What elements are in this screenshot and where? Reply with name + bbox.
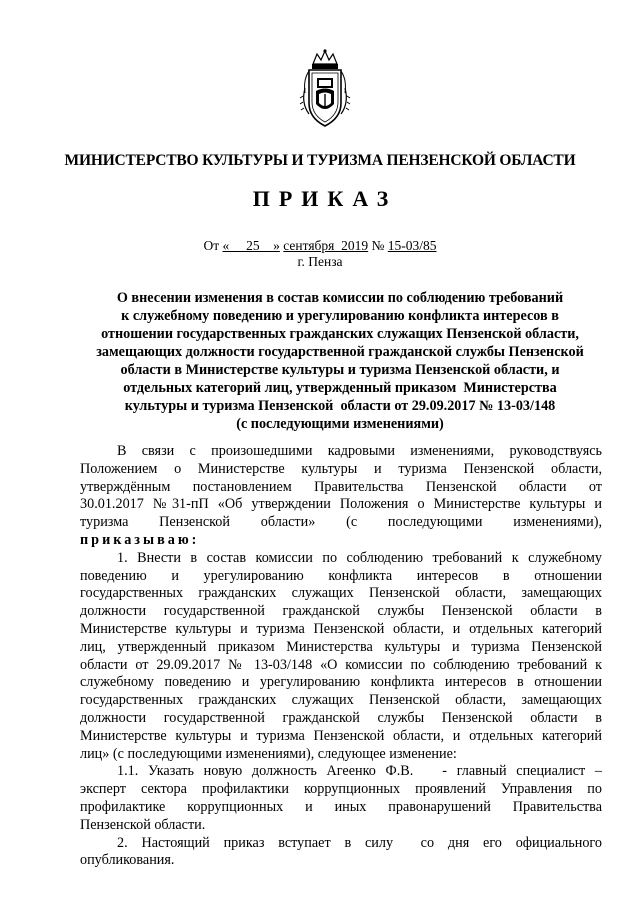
item-1-line: лиц, утвержденный приказом Министерства культуры и туризма Пензенской [80,638,602,655]
item-2-line: 2. Настоящий приказ вступает в силу со дня его официального [117,834,602,851]
order-subject [60,289,620,433]
body-line: 30.01.2017 №31-пП «Об утверждении Положения о Министерстве культуры и [80,496,602,513]
subject-line: культуры и туризма Пензенской области от 29.09.2017 № 13-03/148 [124,398,556,414]
item-1-line: Министерстве культуры и туризма Пензенской области, и отдельных категорий [80,620,602,637]
item-1-line: должности государственной гражданской службы Пензенской области в [80,709,602,726]
item-1-line: должности государственной гражданской службы Пензенской области в [80,603,602,620]
body-line: туризма Пензенской области» (с последующими изменениями), [80,514,602,531]
item-1-1-line: 1.1. Указать новую должность Агеенко Ф.В. - главный специалист – [117,763,602,780]
number-sign: № [371,238,385,253]
order-verb: приказываю: [80,531,200,548]
subject-line: к служебному поведению и урегулированию конфликта интересов в [121,308,559,324]
date-day: « 25 » [222,238,280,253]
item-1-1-line: профилактике коррупционных и иных правонарушений Правительства [80,798,602,815]
item-2-line: опубликования. [80,852,175,869]
city: г. Пенза [297,254,343,269]
subject-line: О внесении изменения в состав комиссии по соблюдению требований [116,290,564,306]
item-1-1-line: эксперт сектора профилактики коррупционных проявлений Управления по [80,781,602,798]
subject-line: замещающих должности государственной гражданской службы Пензенской [96,344,584,360]
subject-line: области в Министерстве культуры и туризма Пензенской области, и [120,362,560,378]
order-body [80,443,602,870]
body-line: В связи с произошедшими кадровыми изменениями, руководствуясь [117,443,602,459]
item-1-line: поведению и урегулированию конфликта интересов в отношении [80,567,602,584]
item-1-line: лиц» (с последующими изменениями), следующее изменение: [80,745,457,762]
order-date-number [0,238,640,254]
item-1-line: Министерстве культуры и туризма Пензенской области, и отдельных категорий [80,727,602,744]
item-1-line: 1. Внести в состав комиссии по соблюдению требований к служебному [117,549,602,566]
subject-line: (с последующими изменениями) [236,416,444,432]
subject-line: отношении государственных гражданских служащих Пензенской области, [101,326,579,342]
order-number: 15-03/85 [387,238,437,253]
date-month-year: сентября 2019 [283,238,369,253]
ministry-name: МИНИСТЕРСТВО КУЛЬТУРЫ И ТУРИЗМА ПЕНЗЕНСКОЙ ОБЛАСТИ [64,152,576,169]
document-type-title: ПРИКАЗ [252,186,398,211]
body-line: Положением о Министерстве культуры и туризма Пензенской области, [80,460,602,477]
item-1-line: государственных гражданских служащих Пензенской области, замещающих [80,585,602,602]
subject-line: отдельных категорий лиц, утвержденный приказом Министерства [123,380,557,396]
item-1-line: области от 29.09.2017 № 13-03/148 «О комиссии по соблюдению требований к [80,656,602,673]
item-1-line: служебному поведению и урегулированию конфликта интересов в отношении [80,674,602,691]
item-1-line: государственных гражданских служащих Пензенской области, замещающих [80,692,602,709]
item-1-1-line: Пензенской области. [80,816,206,833]
date-prefix: От [203,238,220,253]
coat-of-arms-emblem [295,48,355,130]
body-line: утверждённым постановлением Правительства Пензенской области от [80,478,602,495]
